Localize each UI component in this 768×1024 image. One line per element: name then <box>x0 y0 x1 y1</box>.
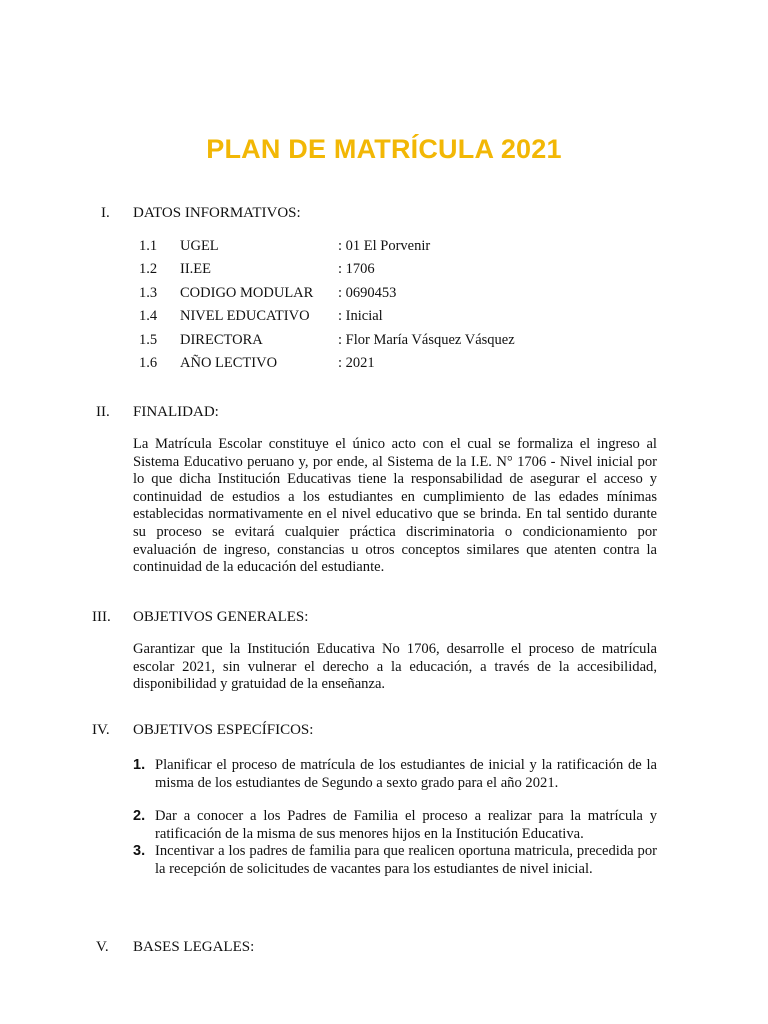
section-title: BASES LEGALES: <box>133 939 255 955</box>
list-item-text: Incentivar a los padres de familia para que realicen oportuna matricula, precedida por la recepción de solicitudes de vacantes para los estudiantes de nivel inicial. <box>155 843 657 877</box>
list-item-number: 1. <box>133 757 146 773</box>
page-title: PLAN DE MATRÍCULA 2021 <box>206 134 562 164</box>
list-item-text: Dar a conocer a los Padres de Familia el proceso a realizar para la matrícula y ratificación de la misma de sus menores hijos en la Institución Educativa. <box>155 808 657 842</box>
section-title: FINALIDAD: <box>133 404 219 420</box>
info-number: 1.5 <box>139 332 158 348</box>
info-value: : 2021 <box>338 355 375 371</box>
info-label: NIVEL EDUCATIVO <box>180 308 310 324</box>
list-item-number: 3. <box>133 843 146 859</box>
section-number: I. <box>101 205 110 221</box>
list-item <box>133 843 657 878</box>
info-number: 1.4 <box>139 308 158 324</box>
info-number: 1.2 <box>139 261 158 277</box>
info-value: : Inicial <box>338 308 383 324</box>
section-number: III. <box>92 609 111 625</box>
info-value: : 01 El Porvenir <box>338 238 431 254</box>
info-label: AÑO LECTIVO <box>180 355 278 371</box>
info-label: DIRECTORA <box>180 332 263 348</box>
info-number: 1.3 <box>139 285 158 301</box>
info-number: 1.6 <box>139 355 158 371</box>
section-number: IV. <box>92 722 110 738</box>
objetivo-general-paragraph: Garantizar que la Institución Educativa No 1706, desarrolle el proceso de matrícula escolar 2021, sin vulnerar el derecho a la educación, a través de la accesibilidad, disponibilidad y gratuidad de la enseñanza. <box>133 641 657 693</box>
section-number: V. <box>96 939 109 955</box>
info-label: II.EE <box>180 261 211 277</box>
section-number: II. <box>96 404 110 420</box>
info-number: 1.1 <box>139 238 158 254</box>
list-item <box>133 757 657 792</box>
finalidad-paragraph: La Matrícula Escolar constituye el único acto con el cual se formaliza el ingreso al Sistema Educativo peruano y, por ende, al Sistema de la I.E. N° 1706 - Nivel inicial por lo que dicha Institución Educativas tiene la responsabilidad de asegurar el acceso y continuidad de estudios a los estudiantes en cumplimiento de las edades mínimas establecidas normativamente en el nivel educativo que se brinda. En tal sentido durante su proceso se evitará cualquier práctica discriminatoria o condicionamiento por evaluación de ingreso, constancias u otros conceptos similares que atenten contra la continuidad de la educación del estudiante. <box>133 436 657 576</box>
info-value: : Flor María Vásquez Vásquez <box>338 332 515 348</box>
list-item <box>133 808 657 843</box>
section-title: OBJETIVOS ESPECÍFICOS: <box>133 722 314 738</box>
list-item-number: 2. <box>133 808 146 824</box>
info-value: : 1706 <box>338 261 375 277</box>
list-item-text: Planificar el proceso de matrícula de los estudiantes de inicial y la ratificación de la misma de los estudiantes de Segundo a sexto grado para el año 2021. <box>155 757 657 791</box>
info-label: UGEL <box>180 238 219 254</box>
info-label: CODIGO MODULAR <box>180 285 314 301</box>
info-value: : 0690453 <box>338 285 397 301</box>
section-title: OBJETIVOS GENERALES: <box>133 609 309 625</box>
section-title: DATOS INFORMATIVOS: <box>133 205 301 221</box>
